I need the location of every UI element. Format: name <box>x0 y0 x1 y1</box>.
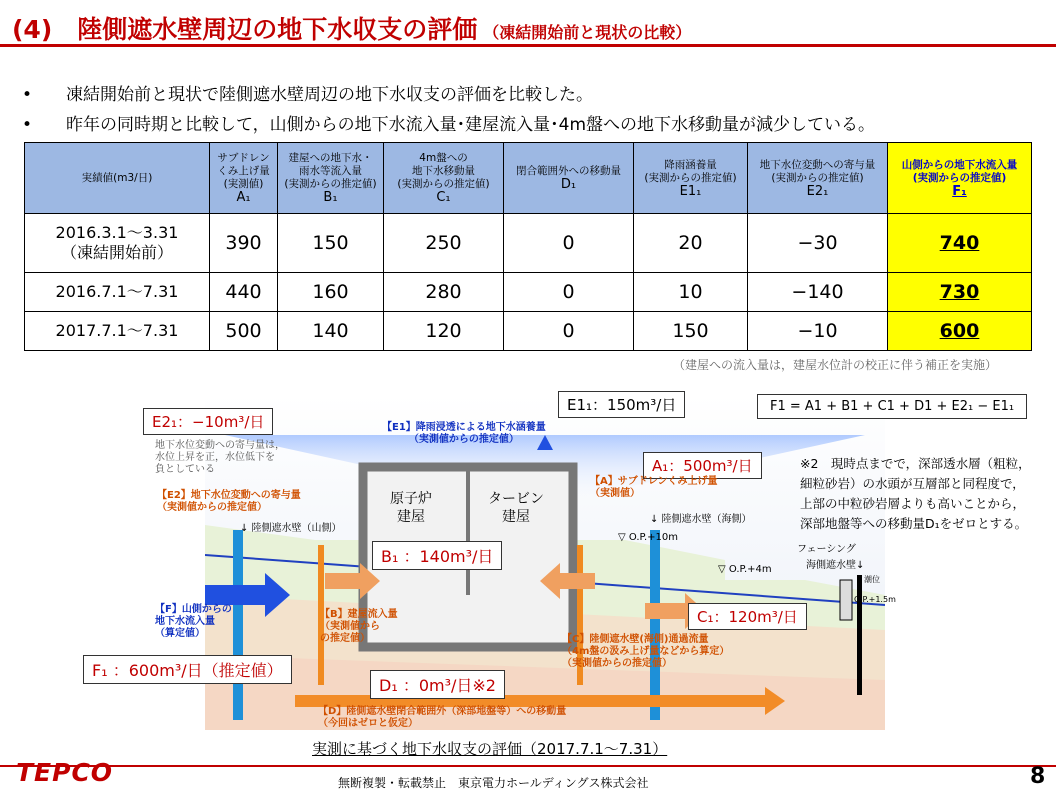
f-label: 【F】山側からの 地下水流入量 （算定値） <box>155 604 232 639</box>
water-balance-table <box>24 142 1032 351</box>
cell: 120 <box>384 312 504 351</box>
page-number: 8 <box>1030 764 1046 789</box>
sea-wall-shape <box>857 575 862 695</box>
cell: 0 <box>504 273 634 312</box>
col-e1: 降雨涵養量 (実測からの推定値) E1₁ <box>634 143 748 214</box>
f-value-box: F₁ ：600m³/日（推定値） <box>83 655 292 684</box>
e1-label: 【E1】降雨浸透による地下水涵養量 （実測値からの推定値） <box>382 422 546 445</box>
d-label: 【D】陸側遮水壁閉合範囲外（深部地盤等）への移動量 （今回はゼロと仮定） <box>318 706 567 729</box>
bullet-1 <box>22 80 593 105</box>
formula-box: F1 = A1 + B1 + C1 + D1 + E2₁ − E1₁ <box>757 394 1027 419</box>
tepco-logo: TEPCO <box>16 758 114 787</box>
cell: 20 <box>634 214 748 273</box>
col-e2: 地下水位変動への寄与量 (実測からの推定値) E2₁ <box>748 143 888 214</box>
b-value-box: B₁ ：140m³/日 <box>372 541 502 570</box>
footnote-2: ※2 現時点までで，深部透水層（粗粒， 細粒砂岩）の水頭が互層部と同程度で， 上部の中粒砂岩層よりも高いことから， 深部地盤等への移動量D₁をゼロとする。 <box>800 456 1031 531</box>
col-c: 4m盤への 地下水移動量 (実測からの推定値) C₁ <box>384 143 504 214</box>
c-label: 【C】陸側遮水壁(海側)通過流量 （4m盤の汲み上げ量などから算定） （実測値からの推定値） <box>562 634 730 669</box>
col-b: 建屋への地下水・ 雨水等流入量 (実測からの推定値) B₁ <box>278 143 384 214</box>
table-note: （建屋への流入量は，建屋水位計の校正に伴う補正を実施） <box>673 358 998 372</box>
cell: −10 <box>748 312 888 351</box>
e2-label: 【E2】地下水位変動への寄与量 （実測値からの推定値） <box>157 490 301 513</box>
cell: 0 <box>504 214 634 273</box>
cell: 250 <box>384 214 504 273</box>
table-row <box>25 312 1032 351</box>
sea-wall-land-label: ↓ 陸側遮水壁（海側） <box>650 514 752 525</box>
gw-note: 地下水位変動への寄与量は， 水位上昇を正，水位低下を 負としている <box>155 440 285 475</box>
land-wall-mountain <box>233 530 243 720</box>
page-title <box>12 10 691 46</box>
bullet-mark: • <box>22 85 33 105</box>
cell: 140 <box>278 312 384 351</box>
e2-value-box: E2₁：−10m³/日 <box>143 408 273 435</box>
land-wall-label: ↓ 陸側遮水壁（山側） <box>240 523 342 534</box>
reactor-label: 原子炉 建屋 <box>390 491 432 525</box>
bullet-text: 昨年の同時期と比較して，山側からの地下水流入量･建屋流入量･4m盤への地下水移動量が減少している。 <box>66 115 876 135</box>
well-shape <box>840 580 852 620</box>
cell-f: 600 <box>888 312 1032 351</box>
cell: 150 <box>634 312 748 351</box>
b-label: 【B】建屋流入量 （実測値から の推定値） <box>320 609 398 644</box>
title-subtitle: （凍結開始前と現状の比較） <box>483 23 692 42</box>
table-header-row <box>25 143 1032 214</box>
bullet-mark: • <box>22 115 33 135</box>
table-row <box>25 214 1032 273</box>
fencing-label: フェーシング <box>797 544 856 555</box>
cell: 390 <box>210 214 278 273</box>
turbine-label: タービン 建屋 <box>488 491 544 525</box>
cell: 280 <box>384 273 504 312</box>
sea-wall-label: 海側遮水壁↓ <box>806 560 865 571</box>
copyright: 無断複製・転載禁止 東京電力ホールディングス株式会社 <box>338 776 649 790</box>
col-a: サブドレン くみ上げ量 (実測値) A₁ <box>210 143 278 214</box>
table-row <box>25 273 1032 312</box>
table-corner: 実績値(m3/日) <box>25 143 210 214</box>
cell: 0 <box>504 312 634 351</box>
a-label: 【A】サブドレンくみ上げ量 （実測値） <box>590 476 718 499</box>
op15-label: O.P.+1.5m <box>854 595 896 604</box>
row-period: 2017.7.1～7.31 <box>25 312 210 351</box>
op4-label: ▽ O.P.+4m <box>718 564 772 575</box>
diagram-caption: 実測に基づく地下水収支の評価（2017.7.1～7.31） <box>312 740 668 758</box>
d-value-box: D₁ ：0m³/日※2 <box>370 670 505 699</box>
tide-label: 潮位 <box>864 575 880 584</box>
bullet-text: 凍結開始前と現状で陸側遮水壁周辺の地下水収支の評価を比較した。 <box>66 85 593 105</box>
col-f: 山側からの地下水流入量 (実測からの推定値) F₁ <box>888 143 1032 214</box>
cell-f: 730 <box>888 273 1032 312</box>
cell: −140 <box>748 273 888 312</box>
e1-value-box: E1₁：150m³/日 <box>558 391 685 418</box>
cell: 160 <box>278 273 384 312</box>
col-d: 閉合範囲外への移動量 D₁ <box>504 143 634 214</box>
c-value-box: C₁：120m³/日 <box>688 603 807 630</box>
title-underline <box>0 44 1056 47</box>
cell: 500 <box>210 312 278 351</box>
cell: 10 <box>634 273 748 312</box>
footer-line <box>0 765 1056 767</box>
cell-f: 740 <box>888 214 1032 273</box>
op10-label: ▽ O.P.+10m <box>618 532 679 543</box>
cell: 440 <box>210 273 278 312</box>
row-period: 2016.7.1～7.31 <box>25 273 210 312</box>
cell: 150 <box>278 214 384 273</box>
land-wall-sea <box>650 530 660 720</box>
row-period: 2016.3.1～3.31 （凍結開始前） <box>25 214 210 273</box>
title-main: (4) 陸側遮水壁周辺の地下水収支の評価 <box>12 15 478 44</box>
cell: −30 <box>748 214 888 273</box>
a-value-box: A₁：500m³/日 <box>643 452 762 479</box>
bullet-2 <box>22 110 875 135</box>
